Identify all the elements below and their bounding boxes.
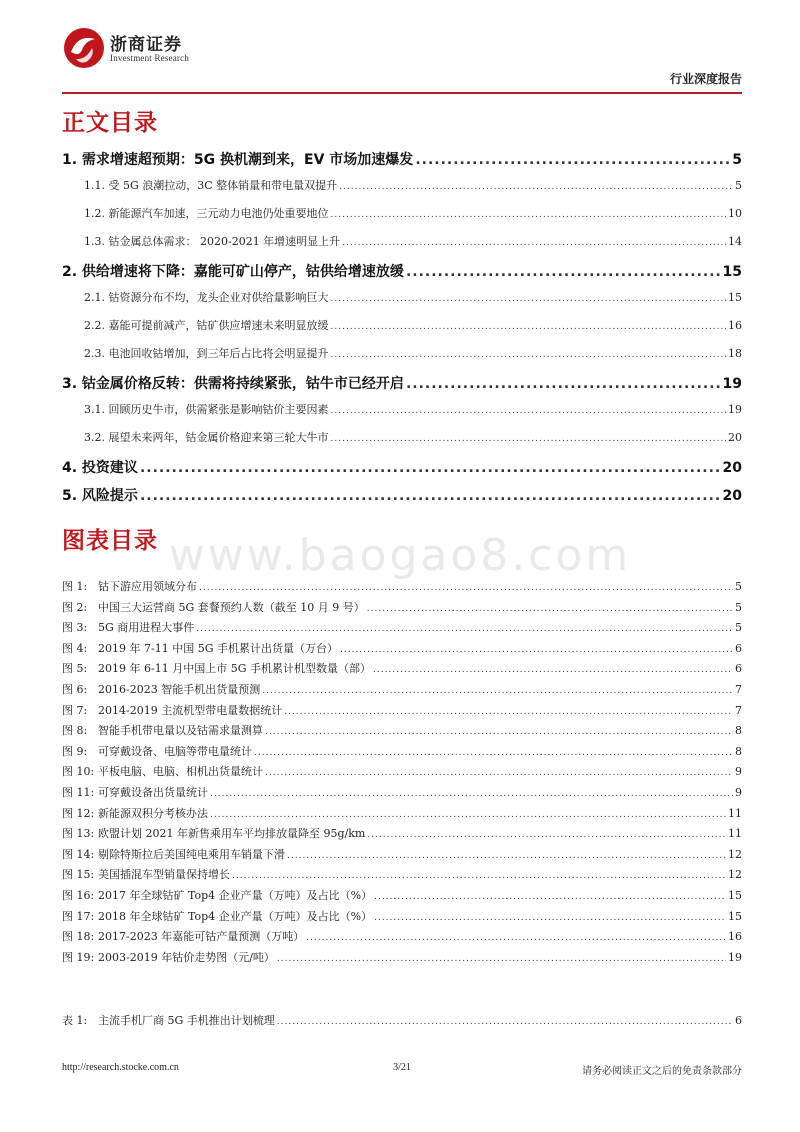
entry-title: 欧盟计划 2021 年新售乘用车平均排放量降至 95g/km <box>98 827 366 841</box>
entry-title: 2017 年全球钴矿 Top4 企业产量（万吨）及占比（%） <box>98 888 373 902</box>
entry-title: 美国插混车型销量保持增长 <box>98 868 230 882</box>
entry-page-number: 5 <box>732 152 742 168</box>
figure-entry[interactable] <box>62 846 742 867</box>
toc-section-entry[interactable] <box>62 202 742 230</box>
dot-leader <box>210 810 726 820</box>
entry-page-number: 20 <box>728 431 742 444</box>
entry-page-number: 19 <box>722 376 742 392</box>
dot-leader <box>339 182 733 192</box>
entry-page-number: 7 <box>735 703 742 717</box>
entry-page-number: 12 <box>728 868 742 882</box>
dot-leader <box>196 624 733 634</box>
dot-leader <box>373 665 733 675</box>
figures-title: 图表目录 <box>62 528 158 554</box>
dot-leader <box>367 830 726 840</box>
dot-leader <box>406 376 721 392</box>
figure-entry[interactable] <box>62 949 742 970</box>
entry-page-number: 19 <box>728 950 742 964</box>
dot-leader <box>374 913 726 923</box>
entry-page-number: 9 <box>735 765 742 779</box>
entry-title: 2.3. 电池回收钴增加，到三年后占比将会明显提升 <box>84 347 329 360</box>
entry-title: 5. 风险提示 <box>62 488 138 504</box>
dot-leader <box>331 434 727 444</box>
figure-entry[interactable] <box>62 908 742 929</box>
entry-title: 2003-2019 年钴价走势图（元/吨） <box>98 950 275 964</box>
figure-entry[interactable] <box>62 866 742 887</box>
dot-leader <box>254 748 733 758</box>
report-type: 行业深度报告 <box>669 72 742 86</box>
toc-section-entry[interactable] <box>62 342 742 370</box>
toc-section-entry[interactable] <box>62 398 742 426</box>
dot-leader <box>140 488 721 504</box>
header-divider <box>62 92 742 94</box>
entry-page-number: 15 <box>728 888 742 902</box>
entry-title: 2017-2023 年嘉能可钴产量预测（万吨） <box>98 930 305 944</box>
figure-entry[interactable] <box>62 928 742 949</box>
dot-leader <box>331 322 727 332</box>
entry-page-number: 8 <box>735 744 742 758</box>
entry-page-number: 16 <box>728 319 742 332</box>
entry-page-number: 7 <box>735 682 742 696</box>
figure-entry[interactable] <box>62 578 742 599</box>
dot-leader <box>232 871 726 881</box>
entry-page-number: 6 <box>735 1014 742 1027</box>
entry-label: 图 10: <box>62 765 95 779</box>
entry-label: 图 18: <box>62 930 95 944</box>
dot-leader <box>306 933 726 943</box>
dot-leader <box>287 851 726 861</box>
dot-leader <box>415 152 730 168</box>
entry-title: 1.1. 受 5G 浪潮拉动，3C 整体销量和带电量双提升 <box>84 179 338 192</box>
entry-title: 3.1. 回顾历史牛市，供需紧张是影响钴价主要因素 <box>84 403 329 416</box>
entry-title: 2019 年 6-11 月中国上市 5G 手机累计机型数量（部） <box>98 662 371 676</box>
dot-leader <box>331 406 727 416</box>
entry-title: 可穿戴设备出货量统计 <box>98 785 208 799</box>
company-name-cn: 浙商证券 <box>110 35 182 55</box>
figure-entry[interactable] <box>62 887 742 908</box>
entry-title: 4. 投资建议 <box>62 460 138 476</box>
entry-page-number: 19 <box>728 403 742 416</box>
entry-title: 5G 商用进程大事件 <box>98 621 195 635</box>
entry-title: 钴下游应用领域分布 <box>98 580 197 593</box>
entry-page-number: 20 <box>722 460 742 476</box>
entry-title: 可穿戴设备、电脑等带电量统计 <box>98 744 252 758</box>
dot-leader <box>331 294 727 304</box>
dot-leader <box>199 583 733 593</box>
toc-chapter-entry[interactable] <box>62 370 742 398</box>
entry-page-number: 12 <box>728 847 742 861</box>
entry-label: 图 5: <box>62 662 88 676</box>
entry-title: 2016-2023 智能手机出货量预测 <box>98 682 261 696</box>
company-name-en: Investment Research <box>110 53 190 63</box>
entry-title: 中国三大运营商 5G 套餐预约人数（截至 10 月 9 号） <box>98 600 365 614</box>
figure-entry[interactable] <box>62 599 742 620</box>
entry-page-number: 15 <box>722 264 742 280</box>
figure-entry[interactable] <box>62 619 742 640</box>
toc-list <box>62 146 742 510</box>
entry-page-number: 8 <box>735 724 742 738</box>
entry-label: 图 12: <box>62 806 95 820</box>
toc-chapter-entry[interactable] <box>62 454 742 482</box>
toc-chapter-entry[interactable] <box>62 146 742 174</box>
dot-leader <box>277 1017 733 1027</box>
toc-section-entry[interactable] <box>62 174 742 202</box>
dot-leader <box>331 350 727 360</box>
toc-section-entry[interactable] <box>62 286 742 314</box>
entry-page-number: 5 <box>735 600 742 614</box>
dot-leader <box>265 768 733 778</box>
page-header <box>62 20 742 92</box>
dot-leader <box>406 264 721 280</box>
entry-label: 图 13: <box>62 827 95 841</box>
entry-title: 2. 供给增速将下降：嘉能可矿山停产，钴供给增速放缓 <box>62 264 404 280</box>
entry-page-number: 11 <box>728 827 742 841</box>
entry-title: 2018 年全球钴矿 Top4 企业产量（万吨）及占比（%） <box>98 909 373 923</box>
dot-leader <box>277 954 726 964</box>
toc-title: 正文目录 <box>62 110 158 136</box>
footer-url[interactable]: http://research.stocke.com.cn <box>62 1062 179 1073</box>
entry-label: 图 17: <box>62 909 95 923</box>
company-logo-icon <box>62 26 106 70</box>
dot-leader <box>342 238 726 248</box>
entry-label: 图 4: <box>62 641 88 655</box>
entry-title: 2014-2019 主流机型带电量数据统计 <box>98 703 283 717</box>
toc-section-entry[interactable] <box>62 314 742 342</box>
entry-page-number: 11 <box>728 806 742 820</box>
figure-entry[interactable] <box>62 743 742 764</box>
entry-title: 1. 需求增速超预期：5G 换机潮到来，EV 市场加速爆发 <box>62 152 414 168</box>
entry-label: 图 8: <box>62 724 88 738</box>
dot-leader <box>265 727 733 737</box>
table-entry[interactable] <box>62 1012 742 1033</box>
toc-chapter-entry[interactable] <box>62 482 742 510</box>
figure-entry[interactable] <box>62 805 742 826</box>
figure-entry[interactable] <box>62 763 742 784</box>
dot-leader <box>284 707 733 717</box>
toc-section-entry[interactable] <box>62 230 742 258</box>
entry-page-number: 9 <box>735 785 742 799</box>
footer-disclaimer: 请务必阅读正文之后的免责条款部分 <box>582 1066 742 1077</box>
dot-leader <box>331 210 727 220</box>
entry-title: 3.2. 展望未来两年，钴金属价格迎来第三轮大牛市 <box>84 431 329 444</box>
entry-title: 1.3. 钴金属总体需求： 2020-2021 年增速明显上升 <box>84 235 341 248</box>
toc-chapter-entry[interactable] <box>62 258 742 286</box>
entry-title: 主流手机厂商 5G 手机推出计划梳理 <box>98 1014 275 1027</box>
table-list <box>62 1012 742 1033</box>
entry-title: 1.2. 新能源汽车加速，三元动力电池仍处重要地位 <box>84 207 329 220</box>
entry-page-number: 15 <box>728 909 742 923</box>
entry-title: 2.2. 嘉能可提前减产，钴矿供应增速未来明显放缓 <box>84 319 329 332</box>
dot-leader <box>262 686 733 696</box>
entry-label: 图 9: <box>62 744 88 758</box>
entry-page-number: 10 <box>728 207 742 220</box>
entry-page-number: 14 <box>728 235 742 248</box>
entry-title: 3. 钴金属价格反转：供需将持续紧张，钴牛市已经开启 <box>62 376 404 392</box>
entry-title: 剔除特斯拉后美国纯电乘用车销量下滑 <box>98 847 285 861</box>
toc-section-entry[interactable] <box>62 426 742 454</box>
figure-entry[interactable] <box>62 784 742 805</box>
entry-label: 图 14: <box>62 847 95 861</box>
entry-label: 表 1: <box>62 1014 88 1027</box>
dot-leader <box>340 645 733 655</box>
entry-label: 图 3: <box>62 621 88 635</box>
entry-label: 图 1: <box>62 580 88 593</box>
entry-title: 2.1. 钴资源分布不均，龙头企业对供给量影响巨大 <box>84 291 329 304</box>
entry-label: 图 2: <box>62 600 88 614</box>
dot-leader <box>140 460 721 476</box>
figure-entry[interactable] <box>62 825 742 846</box>
entry-page-number: 6 <box>735 662 742 676</box>
figure-entry[interactable] <box>62 660 742 681</box>
dot-leader <box>374 892 726 902</box>
figure-entry[interactable] <box>62 640 742 661</box>
entry-page-number: 5 <box>735 580 742 593</box>
entry-title: 平板电脑、电脑、相机出货量统计 <box>98 765 263 779</box>
entry-label: 图 15: <box>62 868 95 882</box>
entry-page-number: 18 <box>728 347 742 360</box>
watermark: www.baogao8.com <box>168 530 632 581</box>
figure-entry[interactable] <box>62 702 742 723</box>
entry-page-number: 15 <box>728 291 742 304</box>
entry-label: 图 19: <box>62 950 95 964</box>
entry-page-number: 16 <box>728 930 742 944</box>
entry-label: 图 16: <box>62 888 95 902</box>
entry-page-number: 5 <box>735 621 742 635</box>
entry-label: 图 11: <box>62 785 95 799</box>
figure-entry[interactable] <box>62 722 742 743</box>
entry-label: 图 6: <box>62 682 88 696</box>
entry-label: 图 7: <box>62 703 88 717</box>
entry-title: 新能源双积分考核办法 <box>98 806 208 820</box>
figure-list <box>62 578 742 969</box>
entry-page-number: 20 <box>722 488 742 504</box>
entry-title: 智能手机带电量以及钴需求量测算 <box>98 724 263 738</box>
page-number: 3/21 <box>393 1062 411 1073</box>
figure-entry[interactable] <box>62 681 742 702</box>
entry-title: 2019 年 7-11 中国 5G 手机累计出货量（万台） <box>98 641 338 655</box>
dot-leader <box>210 789 733 799</box>
entry-page-number: 5 <box>735 179 742 192</box>
entry-page-number: 6 <box>735 641 742 655</box>
dot-leader <box>367 604 733 614</box>
